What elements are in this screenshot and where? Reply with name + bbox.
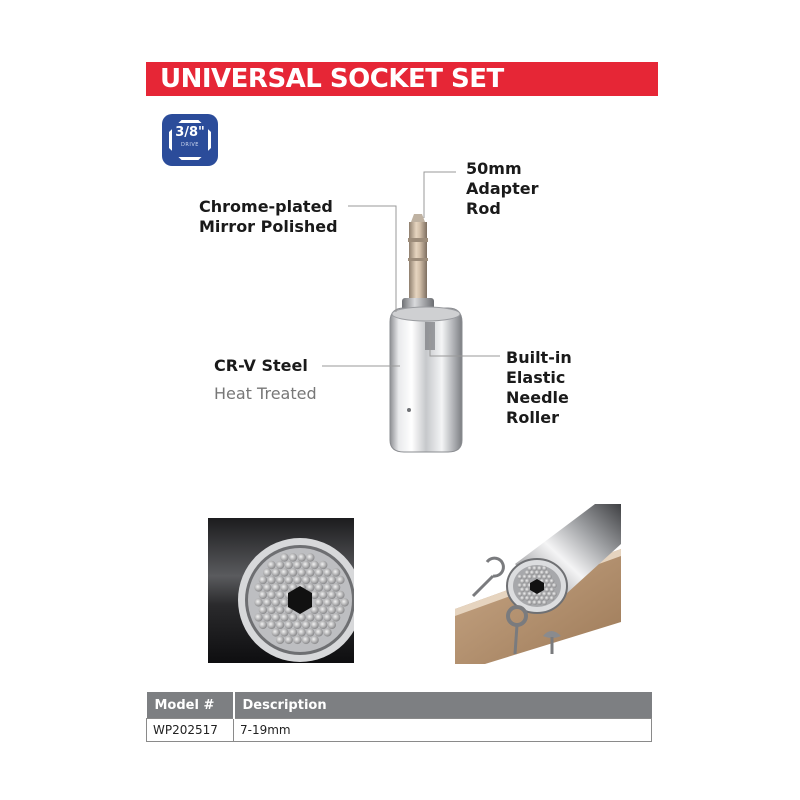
needle-pin <box>254 613 262 621</box>
needle-pin <box>298 553 306 561</box>
needle-pin <box>547 583 552 588</box>
needle-pin <box>545 587 550 592</box>
needle-pin <box>263 568 271 576</box>
needle-pin <box>527 592 532 597</box>
needle-pin <box>537 600 542 605</box>
needle-pin <box>280 553 288 561</box>
callout-chrome-line1: Chrome-plated <box>199 197 333 216</box>
needle-pin <box>518 574 523 579</box>
needle-pin <box>328 606 336 614</box>
needle-pin <box>276 621 284 629</box>
needle-pin <box>319 561 327 569</box>
needle-pin <box>328 621 336 629</box>
needle-pin <box>545 570 550 575</box>
leader-chrome <box>348 206 396 312</box>
leader-rod <box>424 172 456 218</box>
needle-pin <box>302 561 310 569</box>
callout-roller-line1: Built-in <box>506 348 572 367</box>
cell-description: 7-19mm <box>234 719 652 742</box>
needle-pin <box>263 613 271 621</box>
needle-pin <box>315 628 323 636</box>
needle-pin <box>289 553 297 561</box>
needle-pin <box>280 583 288 591</box>
needle-pin <box>323 628 331 636</box>
needle-pin <box>315 598 323 606</box>
needle-pin <box>254 598 262 606</box>
needle-pin <box>263 583 271 591</box>
needle-pin <box>545 596 550 601</box>
needle-pin <box>298 613 306 621</box>
needle-pin <box>532 600 537 605</box>
needle-pin <box>315 583 323 591</box>
needle-pin <box>332 568 340 576</box>
needle-pin <box>550 587 555 592</box>
needle-pin <box>259 576 267 584</box>
drive-unit-label: DRIVE <box>181 142 199 148</box>
callout-roller-line4: Roller <box>506 408 560 427</box>
needle-pin <box>532 566 537 571</box>
needle-pin <box>302 576 310 584</box>
page-title: UNIVERSAL SOCKET SET <box>160 64 504 94</box>
needle-pin <box>552 583 557 588</box>
needle-pin <box>545 579 550 584</box>
callout-steel-sub: Heat Treated <box>214 384 317 403</box>
needle-pin <box>332 613 340 621</box>
needle-pin <box>520 596 525 601</box>
needle-pin <box>315 613 323 621</box>
needle-pin <box>552 592 557 597</box>
needle-pin <box>293 561 301 569</box>
table-row <box>147 719 652 742</box>
needle-pin <box>525 596 530 601</box>
needle-pin <box>542 600 547 605</box>
needle-pin <box>272 568 280 576</box>
needle-pin <box>298 568 306 576</box>
needle-pin <box>306 628 314 636</box>
needle-pin <box>267 621 275 629</box>
needle-pin <box>323 613 331 621</box>
needle-pin <box>332 598 340 606</box>
needle-pin <box>323 583 331 591</box>
needle-pin <box>540 596 545 601</box>
needle-pin <box>530 596 535 601</box>
callout-chrome-line2: Mirror Polished <box>199 217 338 236</box>
needle-pin <box>272 583 280 591</box>
needle-pin <box>319 591 327 599</box>
needle-pin <box>267 606 275 614</box>
needle-pin <box>267 561 275 569</box>
needle-pin <box>336 606 344 614</box>
needle-pin <box>328 591 336 599</box>
needle-pin <box>259 591 267 599</box>
needle-pin <box>259 621 267 629</box>
needle-pin <box>267 576 275 584</box>
needle-pin <box>319 606 327 614</box>
socket-closeup-photo <box>208 518 354 663</box>
needle-pin <box>306 568 314 576</box>
needle-pin <box>289 628 297 636</box>
needle-pin <box>540 570 545 575</box>
needle-pin <box>280 568 288 576</box>
needle-pin <box>535 570 540 575</box>
needle-pin <box>319 576 327 584</box>
needle-pin <box>267 591 275 599</box>
drive-size-label: 3/8" <box>175 125 205 140</box>
needle-pin <box>310 561 318 569</box>
callout-rod-line2: Adapter <box>466 179 539 198</box>
needle-pin <box>328 576 336 584</box>
needle-pin <box>530 570 535 575</box>
needle-pin <box>336 591 344 599</box>
needle-pin <box>272 613 280 621</box>
needle-pin <box>276 561 284 569</box>
needle-pin <box>527 600 532 605</box>
needle-pin <box>532 574 537 579</box>
needle-pin <box>323 568 331 576</box>
table-header-row <box>147 692 652 719</box>
pin-face-image <box>208 518 354 663</box>
needle-pin <box>298 628 306 636</box>
needle-pin <box>310 621 318 629</box>
needle-pin <box>520 579 525 584</box>
needle-pin <box>310 576 318 584</box>
needle-pin <box>293 576 301 584</box>
needle-pin <box>285 561 293 569</box>
needle-pin <box>520 587 525 592</box>
needle-pin <box>550 596 555 601</box>
needle-pin <box>293 621 301 629</box>
needle-pin <box>276 636 284 644</box>
needle-pin <box>319 621 327 629</box>
needle-pin <box>522 574 527 579</box>
needle-pin <box>302 621 310 629</box>
needle-pin <box>518 583 523 588</box>
callout-roller-line2: Elastic <box>506 368 566 387</box>
needle-pin <box>280 613 288 621</box>
needle-pin <box>310 636 318 644</box>
cell-model: WP202517 <box>147 719 234 742</box>
needle-pin <box>306 553 314 561</box>
callout-steel-title: CR-V Steel <box>214 356 308 375</box>
needle-pin <box>285 636 293 644</box>
usage-image <box>455 504 621 664</box>
needle-pin <box>525 579 530 584</box>
needle-pin <box>306 613 314 621</box>
needle-pin <box>542 574 547 579</box>
needle-pin <box>302 636 310 644</box>
needle-pin <box>332 583 340 591</box>
needle-pin <box>341 598 349 606</box>
needle-pin <box>263 598 271 606</box>
needle-pin <box>289 613 297 621</box>
needle-pin <box>547 592 552 597</box>
needle-pin <box>276 591 284 599</box>
needle-pin <box>280 598 288 606</box>
needle-pin <box>276 576 284 584</box>
callout-rod-line1: 50mm <box>466 159 522 178</box>
rod-tip <box>411 214 425 222</box>
callout-roller-line3: Needle <box>506 388 569 407</box>
needle-pin <box>272 598 280 606</box>
socket-usage-photo <box>455 504 621 664</box>
needle-pin <box>289 568 297 576</box>
needle-pin <box>315 568 323 576</box>
needle-pin <box>550 579 555 584</box>
needle-pin <box>293 636 301 644</box>
needle-pin <box>285 621 293 629</box>
column-header-model: Model # <box>147 692 234 719</box>
needle-pin <box>272 628 280 636</box>
needle-pin <box>547 574 552 579</box>
needle-pin <box>323 598 331 606</box>
needle-pin <box>537 566 542 571</box>
column-header-description: Description <box>234 692 652 719</box>
needle-pin <box>542 566 547 571</box>
needle-pin <box>280 628 288 636</box>
needle-pin <box>537 574 542 579</box>
needle-pin <box>535 596 540 601</box>
needle-pin <box>522 583 527 588</box>
adapter-rod <box>409 222 427 302</box>
callout-rod-line3: Rod <box>466 199 501 218</box>
needle-pin <box>285 576 293 584</box>
needle-pin <box>527 574 532 579</box>
needle-pin <box>518 592 523 597</box>
needle-pin <box>522 592 527 597</box>
needle-pin <box>542 592 547 597</box>
spec-table <box>146 692 652 742</box>
needle-pin <box>336 576 344 584</box>
needle-pin <box>525 587 530 592</box>
needle-pin <box>525 570 530 575</box>
needle-pin <box>276 606 284 614</box>
needle-pin <box>254 583 262 591</box>
needle-pin <box>259 606 267 614</box>
needle-pin <box>527 566 532 571</box>
